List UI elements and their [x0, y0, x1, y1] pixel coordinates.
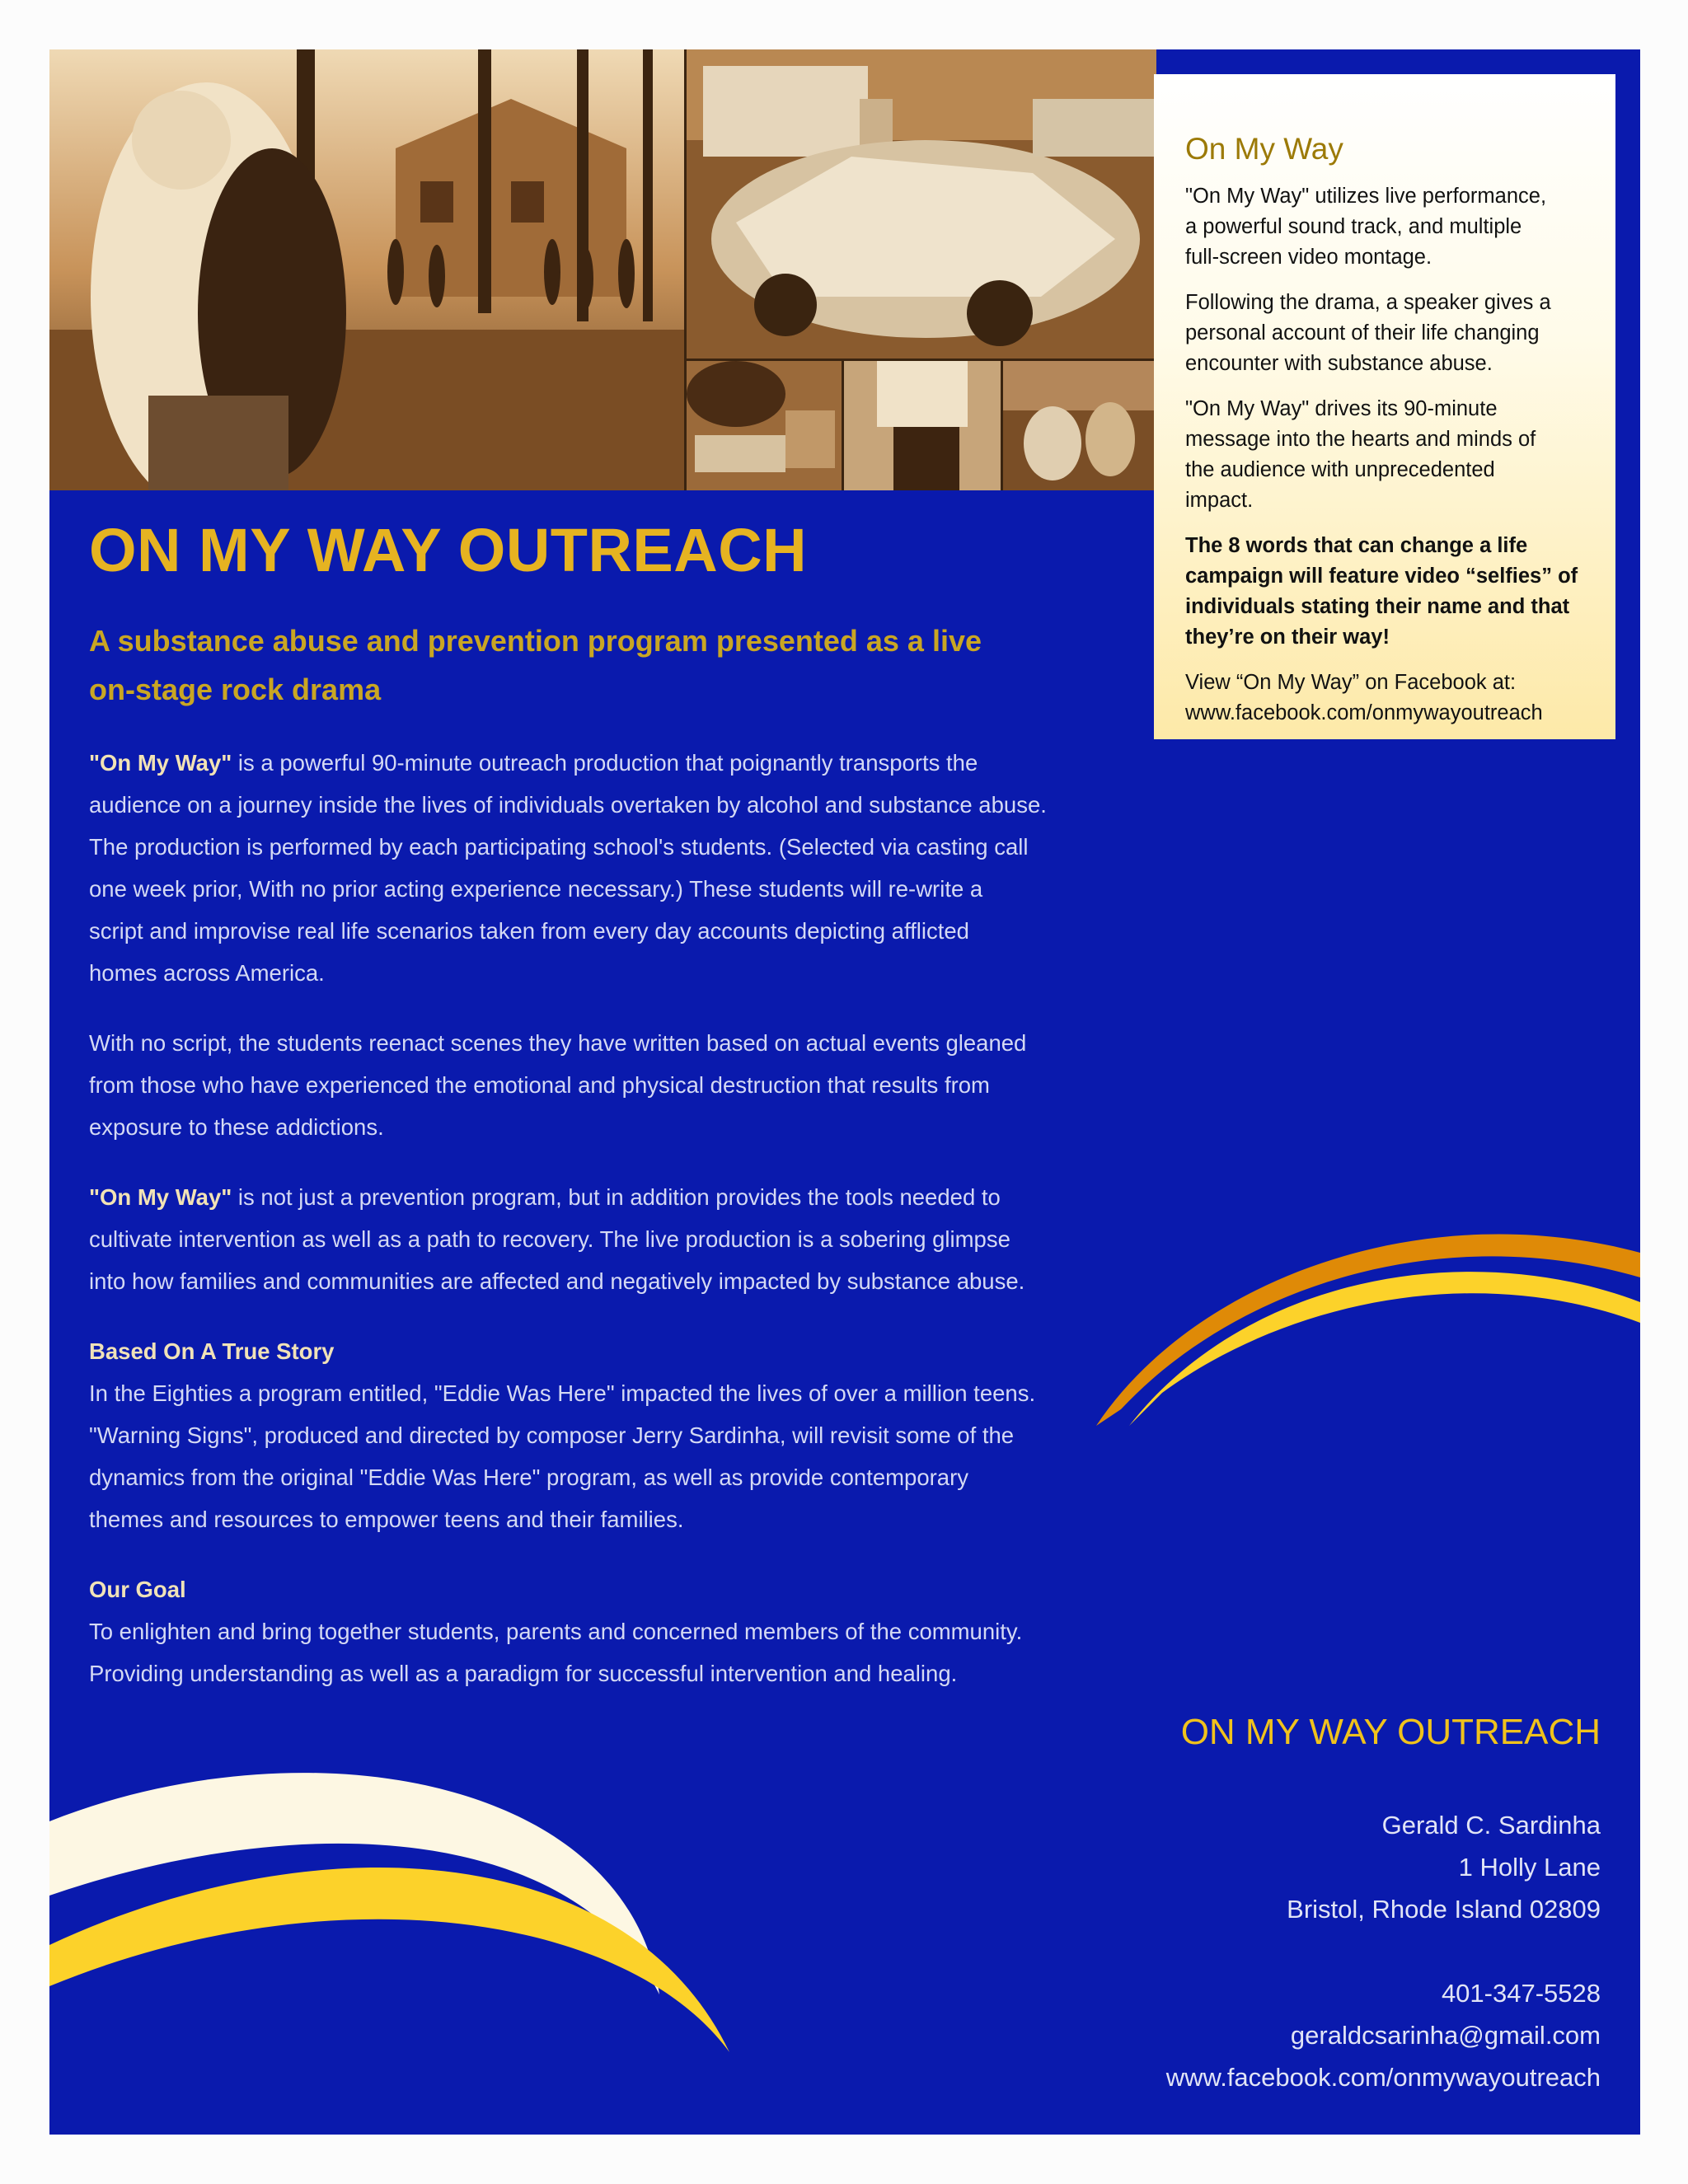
sidebar-title: On My Way — [1185, 132, 1343, 166]
true-story-section — [89, 1330, 1160, 1540]
contact-block — [1166, 1710, 1601, 2098]
contact-email[interactable]: geraldcsarinha@gmail.com — [1290, 2021, 1601, 2050]
info-sidebar — [1154, 74, 1615, 739]
intro-lead: "On My Way" — [89, 750, 232, 776]
contact-phone: 401-347-5528 — [1441, 1979, 1601, 2008]
prevention-text: is not just a prevention program, but in addition provides the tools needed to cultivate intervention as well as a path to recovery. The live production is a sobering glimpse into how families and communities are affected and negatively impacted by substance abuse. — [89, 1184, 1025, 1294]
sidebar-paragraph-2: Following the drama, a speaker gives a personal account of their life changing encounter with substance abuse. — [1185, 291, 1551, 375]
true-story-text: In the Eighties a program entitled, "Eddie Was Here" impacted the lives of over a million teens. "Warning Signs", produced and directed by composer Jerry Sardinha, will revisit some of the dynamics from the original "Eddie Was Here" program, as well as provide contemporary themes and resources to empower teens and their families. — [89, 1380, 1036, 1532]
prevention-paragraph — [89, 1176, 1160, 1302]
true-story-heading: Based On A True Story — [89, 1338, 335, 1364]
sidebar-paragraph-3: "On My Way" drives its 90-minute message into the hearts and minds of the audience with unprecedented impact. — [1185, 397, 1536, 512]
contact-org-name: ON MY WAY OUTREACH — [1180, 1712, 1601, 1752]
contact-city: Bristol, Rhode Island 02809 — [1287, 1895, 1601, 1924]
right-swoosh-decoration — [1096, 1179, 1640, 1442]
intro-paragraph — [89, 742, 1160, 994]
page-subtitle: A substance abuse and prevention program presented as a live on-stage rock drama — [89, 624, 982, 706]
contact-name: Gerald C. Sardinha — [1381, 1811, 1601, 1840]
photo-collage — [49, 49, 1156, 490]
goal-heading: Our Goal — [89, 1577, 186, 1602]
goal-section — [89, 1568, 1160, 1694]
sidebar-campaign-text: The 8 words that can change a life campaign will feature video “selfies” of individuals stating their name and that they’re on their way! — [1185, 534, 1578, 649]
intro-text: is a powerful 90-minute outreach production that poignantly transports the audience on a journey inside the lives of individuals overtaken by alcohol and substance abuse. The production is performed by each participating school's students. (Selected via casting call one week prior, With no prior acting experience necessary.) These students will re-write a script and improvise real life scenarios taken from every day accounts depicting afflicted homes across America. — [89, 750, 1047, 986]
flyer-page — [49, 49, 1640, 2135]
prevention-lead: "On My Way" — [89, 1184, 232, 1210]
goal-text: To enlighten and bring together students, parents and concerned members of the community. Providing understanding as well as a paradigm for successful intervention and healing. — [89, 1619, 1023, 1686]
no-script-paragraph: With no script, the students reenact scenes they have written based on actual events gleaned from those who have experienced the emotional and physical destruction that results from exposure to these addictions. — [89, 1030, 1027, 1140]
rescue-crew-photo — [1003, 361, 1156, 490]
sidebar-paragraph-1: "On My Way" utilizes live performance, a powerful sound track, and multiple full-screen video montage. — [1185, 185, 1547, 269]
contact-facebook-link[interactable]: www.facebook.com/onmywayoutreach — [1165, 2063, 1601, 2092]
body-copy — [89, 742, 1160, 1722]
hugging-students-photo — [49, 49, 684, 490]
contact-spacer — [1166, 1930, 1601, 1972]
teen-figure-photo — [844, 361, 1001, 490]
car-crash-photo — [687, 49, 1156, 359]
sidebar-facebook-text: View “On My Way” on Facebook at: www.facebook.com/onmywayoutreach — [1185, 671, 1543, 724]
left-swoosh-decoration — [49, 1747, 742, 2060]
accident-scene-photo — [687, 361, 842, 490]
page-title: ON MY WAY OUTREACH — [89, 516, 808, 584]
contact-street: 1 Holly Lane — [1458, 1853, 1601, 1882]
